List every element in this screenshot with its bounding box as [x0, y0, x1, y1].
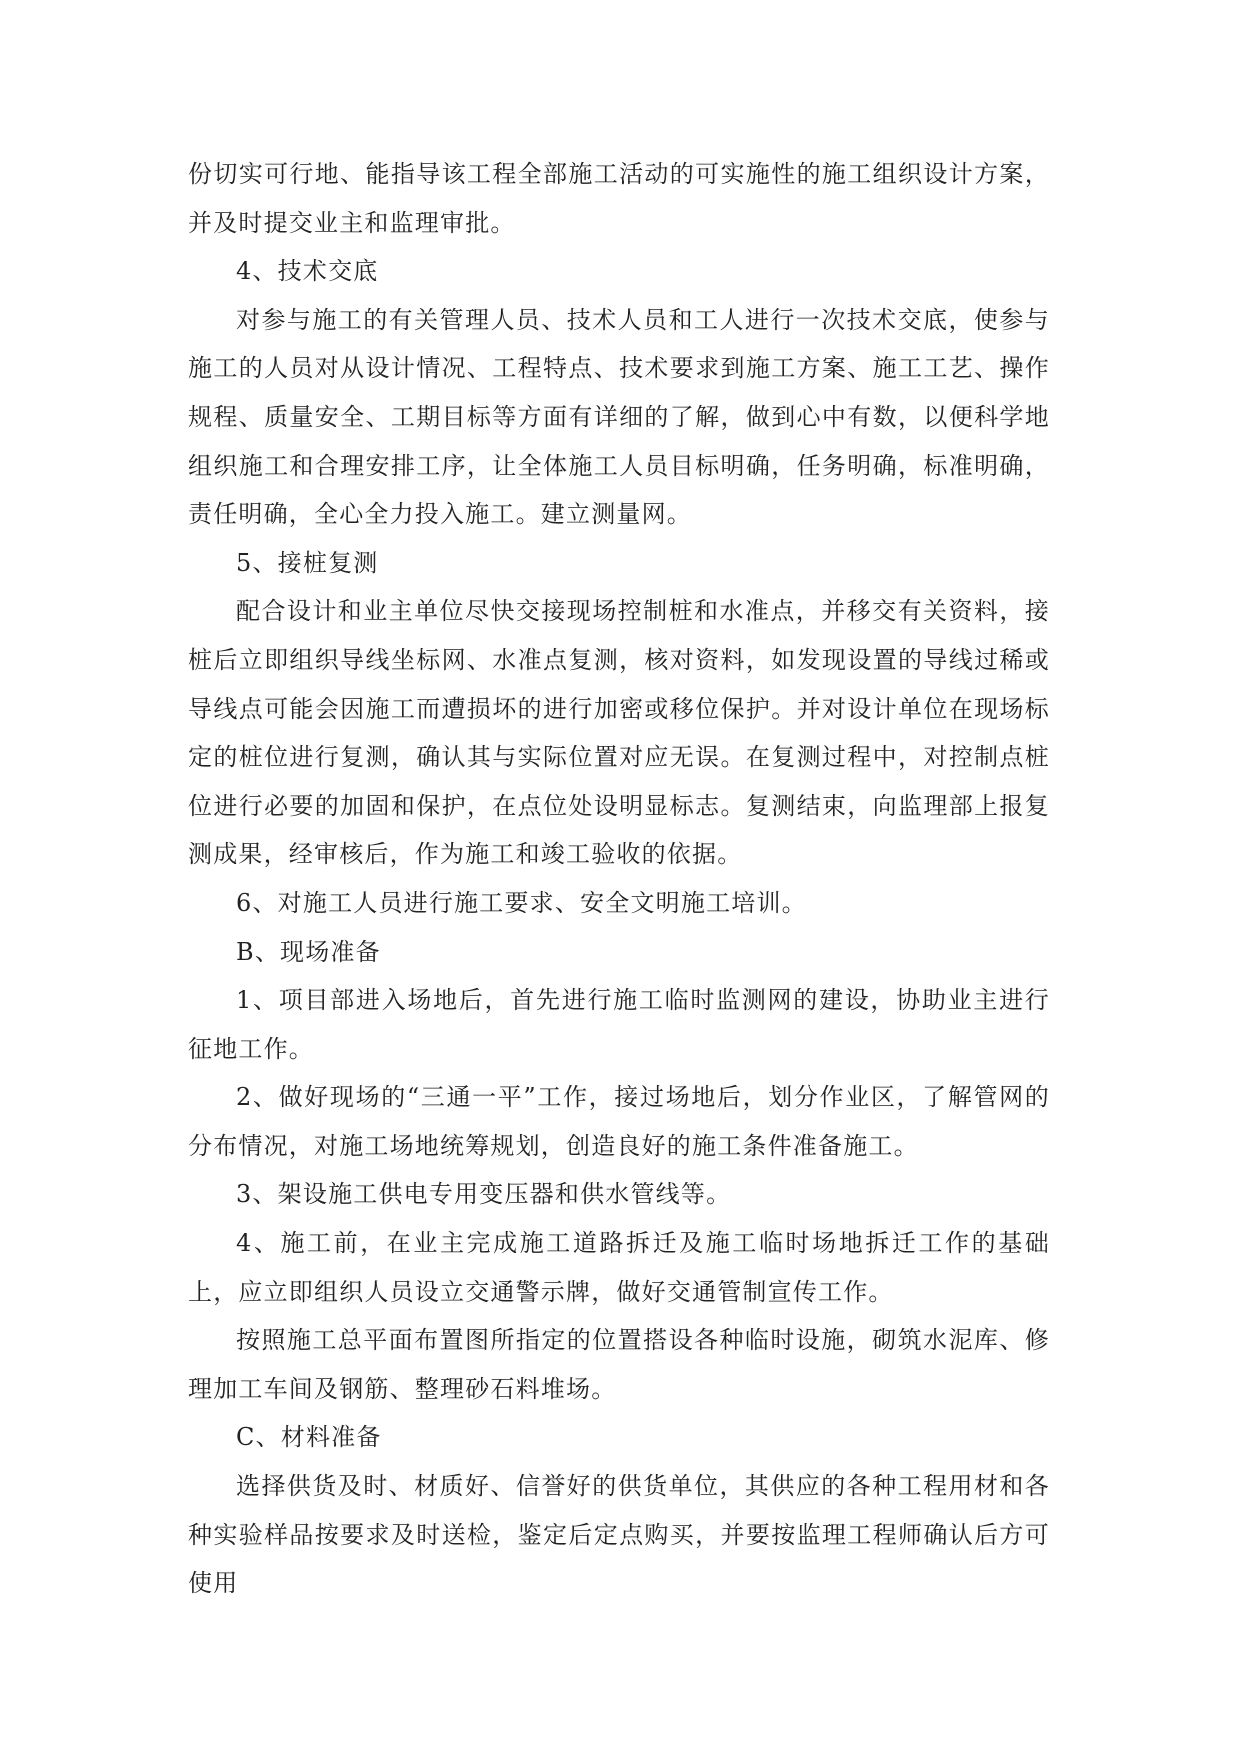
paragraph-material-suppliers: 选择供货及时、材质好、信誉好的供货单位，其供应的各种工程用材和各种实验样品按要求及时送检，鉴定后定点购买，并要按监理工程师确认后方可使用	[188, 1472, 1050, 1598]
heading-technical-briefing: 4、技术交底	[236, 257, 379, 286]
paragraph-site-item-3: 3、架设施工供电专用变压器和供水管线等。	[236, 1180, 732, 1209]
paragraph-plan-approval: 份切实可行地、能指导该工程全部施工活动的可实施性的施工组织设计方案，并及时提交业主和监理审批。	[188, 160, 1050, 237]
paragraph-site-item-4: 4、施工前，在业主完成施工道路拆迁及施工临时场地拆迁工作的基础上，应立即组织人员设立交通警示牌，做好交通管制宣传工作。	[188, 1229, 1050, 1306]
paragraph-temporary-facilities: 按照施工总平面布置图所指定的位置搭设各种临时设施，砌筑水泥库、修理加工车间及钢筋、整理砂石料堆场。	[188, 1326, 1050, 1403]
paragraph-stake-resurvey: 配合设计和业主单位尽快交接现场控制桩和水准点，并移交有关资料，接桩后立即组织导线坐标网、水准点复测，核对资料，如发现设置的导线过稀或导线点可能会因施工而遭损坏的进行加密或移位保护。并对设计单位在现场标定的桩位进行复测，确认其与实际位置对应无误。在复测过程中，对控制点桩位进行必要的加固和保护，在点位处设明显标志。复测结束，向监理部上报复测成果，经审核后，作为施工和竣工验收的依据。	[188, 597, 1050, 869]
paragraph-technical-briefing: 对参与施工的有关管理人员、技术人员和工人进行一次技术交底，使参与施工的人员对从设计情况、工程特点、技术要求到施工方案、施工工艺、操作规程、质量安全、工期目标等方面有详细的了解，做到心中有数，以便科学地组织施工和合理安排工序，让全体施工人员目标明确，任务明确，标准明确，责任明确，全心全力投入施工。建立测量网。	[188, 305, 1050, 529]
heading-material-preparation: C、材料准备	[236, 1423, 382, 1452]
heading-stake-resurvey: 5、接桩复测	[236, 548, 379, 577]
paragraph-safety-training: 6、对施工人员进行施工要求、安全文明施工培训。	[236, 888, 807, 917]
paragraph-site-item-1: 1、项目部进入场地后，首先进行施工临时监测网的建设，协助业主进行征地工作。	[188, 986, 1050, 1063]
heading-site-preparation: B、现场准备	[236, 937, 381, 966]
document-body	[188, 150, 1050, 1608]
paragraph-site-item-2: 2、做好现场的“三通一平”工作，接过场地后，划分作业区，了解管网的分布情况，对施工场地统筹规划，创造良好的施工条件准备施工。	[188, 1083, 1050, 1160]
